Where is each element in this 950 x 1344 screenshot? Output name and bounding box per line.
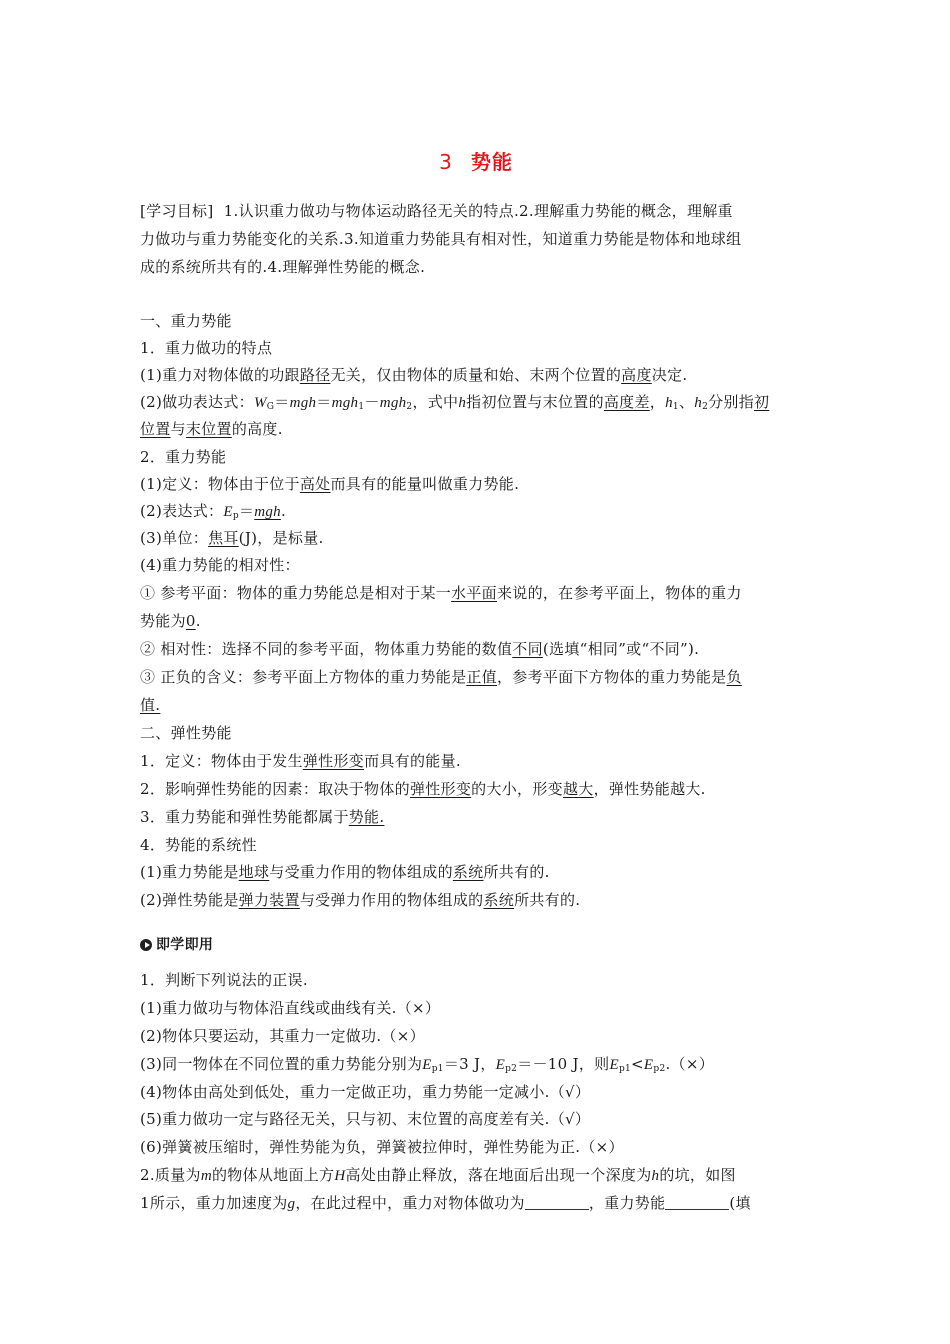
paragraph-formula: (2)做功表达式：$W_G=mgh=mgh_1-mgh_2$，式中h指初位置与末位置的高度差，$h_1$、$h_2$分别指初 — [140, 393, 770, 412]
objectives-label: [学习目标] — [140, 202, 214, 220]
paragraph: (3)单位：焦耳(J)，是标量. — [140, 529, 324, 547]
paragraph: 2．影响弹性势能的因素：取决于物体的弹性形变的大小，形变越大，弹性势能越大. — [140, 780, 706, 798]
objectives-line-3: 成的系统所共有的.4.理解弹性势能的概念. — [140, 258, 426, 276]
question-2-line-2: 1所示，重力加速度为g，在此过程中，重力对物体做功为 ，重力势能 (填 — [140, 1194, 751, 1212]
objectives-line-1: [学习目标] 1.认识重力做功与物体运动路径无关的特点.2.理解重力势能的概念，理解重 — [140, 202, 733, 220]
answer-blank[interactable] — [665, 1195, 729, 1210]
question-1-item: (2)物体只要运动，其重力一定做功.（×） — [140, 1027, 425, 1045]
question-1-item: (6)弹簧被压缩时，弹性势能为负，弹簧被拉伸时，弹性势能为正.（×） — [140, 1138, 624, 1156]
answer-underline: 地球 — [238, 863, 270, 881]
answer-underline: 值. — [140, 696, 161, 714]
paragraph-continued: 位置与末位置的高度. — [140, 420, 283, 438]
chapter-number: 3 — [439, 150, 453, 174]
paragraph: (2)弹性势能是弹力装置与受弹力作用的物体组成的系统所共有的. — [140, 891, 581, 909]
chapter-title: 势能 — [470, 150, 513, 174]
objectives-line-2: 力做功与重力势能变化的关系.3.知道重力势能具有相对性，知道重力势能是物体和地球组 — [140, 230, 742, 248]
subheading-gravitational-pe: 2．重力势能 — [140, 448, 227, 466]
answer-underline: 初 — [754, 393, 770, 411]
answer-underline: 0 — [185, 612, 196, 630]
paragraph: (2)表达式：$E_p=mgh$. — [140, 502, 287, 521]
answer-underline: 焦耳 — [208, 529, 239, 547]
practice-heading: 即学即用 — [140, 935, 812, 955]
paragraph: ② 相对性：选择不同的参考平面，物体重力势能的数值不同(选填“相同”或“不同”). — [140, 640, 700, 658]
answer-underline: 弹性形变 — [409, 780, 472, 798]
subheading-gravity-work: 1．重力做功的特点 — [140, 339, 273, 357]
paragraph: (1)定义：物体由于位于高处而具有的能量叫做重力势能. — [140, 475, 520, 493]
answer-underline: 不同 — [512, 640, 543, 658]
answer-underline: 末位置 — [185, 420, 232, 438]
paragraph: (1)重力对物体做的功跟路径无关，仅由物体的质量和始、末两个位置的高度决定. — [140, 366, 688, 384]
answer-underline: 高度差 — [603, 393, 650, 411]
section-heading-gravitational: 一、重力势能 — [140, 312, 232, 330]
answer-underline: 位置 — [140, 420, 171, 438]
paragraph-continued: 势能为0. — [140, 612, 201, 630]
question-2-line-1: 2.质量为m的物体从地面上方H高处由静止释放，落在地面后出现一个深度为h的坑，如图 — [140, 1166, 736, 1184]
answer-underline: 势能. — [348, 808, 385, 826]
answer-underline: 高度 — [621, 366, 652, 384]
answer-underline: 弹力装置 — [238, 891, 300, 909]
answer-underline: 水平面 — [451, 584, 497, 602]
answer-underline: 正值 — [466, 668, 497, 686]
question-1-item: (4)物体由高处到低处，重力一定做正功，重力势能一定减小.（√） — [140, 1083, 591, 1101]
paragraph: (1)重力势能是地球与受重力作用的物体组成的系统所共有的. — [140, 863, 550, 881]
answer-underline: 高处 — [299, 475, 331, 493]
answer-underline: 负 — [726, 668, 742, 686]
question-1-stem: 1．判断下列说法的正误. — [140, 971, 308, 989]
answer-underline: 路径 — [299, 366, 331, 384]
answer-underline: mgh — [254, 504, 281, 520]
page-title — [140, 146, 812, 175]
answer-underline: 弹性形变 — [302, 752, 365, 770]
question-1-item: (1)重力做功与物体沿直线或曲线有关.（×） — [140, 999, 441, 1017]
section-heading-elastic: 二、弹性势能 — [140, 724, 232, 742]
paragraph: ③ 正负的含义：参考平面上方物体的重力势能是正值，参考平面下方物体的重力势能是负 — [140, 668, 742, 686]
answer-blank[interactable] — [525, 1195, 589, 1210]
paragraph: (4)重力势能的相对性： — [140, 556, 300, 574]
paragraph: 4．势能的系统性 — [140, 836, 257, 854]
question-1-item: (3)同一物体在不同位置的重力势能分别为$E_{p1}=3$ J，$E_{p2}=-10$ J，则$E_{p1}<E_{p2}.(\times)$ — [140, 1055, 715, 1074]
answer-underline: 越大 — [562, 780, 594, 798]
question-1-item: (5)重力做功一定与路径无关，只与初、末位置的高度差有关.（√） — [140, 1110, 591, 1128]
paragraph-continued — [140, 695, 812, 715]
paragraph: ① 参考平面：物体的重力势能总是相对于某一水平面来说的，在参考平面上，物体的重力 — [140, 584, 742, 602]
paragraph: 1．定义：物体由于发生弹性形变而具有的能量. — [140, 752, 461, 770]
paragraph: 3．重力势能和弹性势能都属于势能. — [140, 808, 385, 826]
answer-underline: 系统 — [452, 863, 484, 881]
answer-underline: 系统 — [483, 891, 515, 909]
play-circle-icon — [140, 939, 152, 951]
